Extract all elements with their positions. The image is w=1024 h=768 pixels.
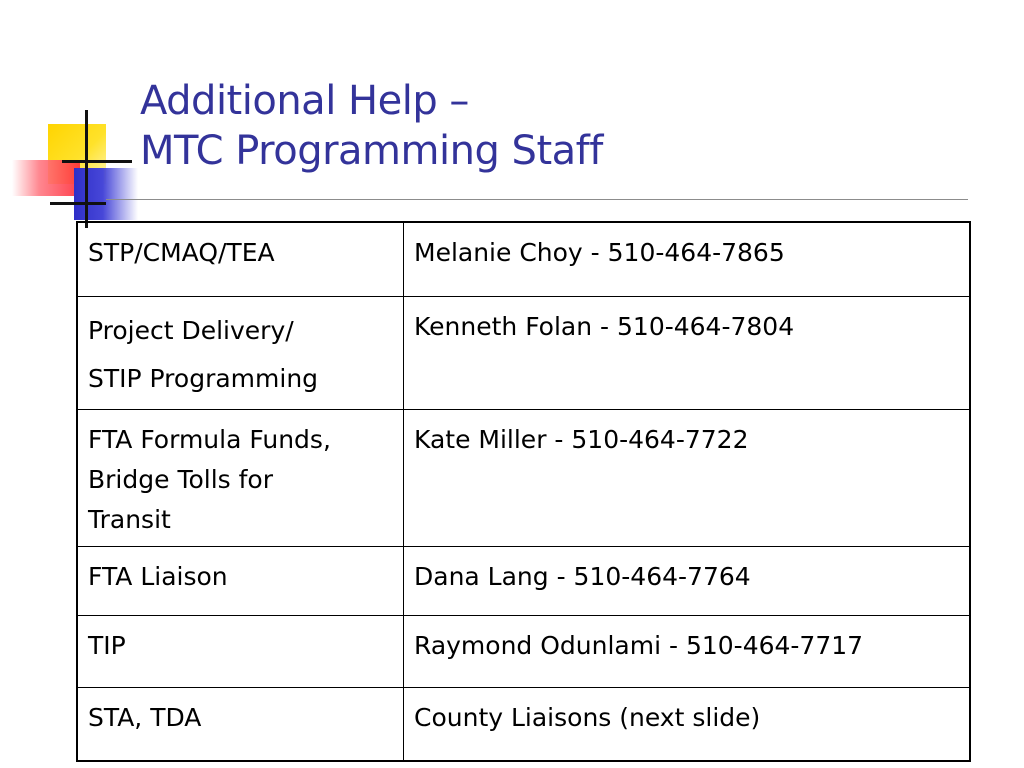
- contact-cell: Melanie Choy - 510-464-7865: [404, 222, 971, 297]
- table-row: [77, 688, 970, 762]
- staff-contact-table: [76, 221, 971, 762]
- program-text: STA, TDA: [88, 703, 202, 732]
- contact-cell: Kate Miller - 510-464-7722: [404, 410, 971, 547]
- table-row: [77, 222, 970, 297]
- program-cell: [77, 410, 404, 547]
- logo-vertical-line: [85, 110, 88, 228]
- contact-cell: Kenneth Folan - 510-464-7804: [404, 297, 971, 410]
- program-text: FTA Formula Funds,: [88, 425, 331, 454]
- page-title: [140, 76, 603, 176]
- program-text: Project Delivery/: [88, 316, 294, 345]
- program-text: Bridge Tolls for: [88, 465, 273, 494]
- program-text: STP/CMAQ/TEA: [88, 238, 275, 267]
- table-row: [77, 547, 970, 616]
- logo-red-bar: [12, 160, 80, 196]
- program-text: STIP Programming: [88, 364, 319, 393]
- logo-horizontal-line: [50, 202, 106, 205]
- program-cell: [77, 616, 404, 688]
- contact-cell: County Liaisons (next slide): [404, 688, 971, 762]
- table-row: [77, 616, 970, 688]
- contact-cell: Dana Lang - 510-464-7764: [404, 547, 971, 616]
- program-text: TIP: [88, 631, 126, 660]
- contact-cell: Raymond Odunlami - 510-464-7717: [404, 616, 971, 688]
- logo-horizontal-line: [62, 160, 132, 163]
- program-text: FTA Liaison: [88, 562, 228, 591]
- title-line: Additional Help –: [140, 78, 469, 124]
- title-line: MTC Programming Staff: [140, 128, 603, 174]
- table-row: [77, 410, 970, 547]
- program-cell: [77, 547, 404, 616]
- table-row: [77, 297, 970, 410]
- program-text: Transit: [88, 505, 171, 534]
- program-cell: [77, 297, 404, 410]
- logo-blue-square: [74, 168, 138, 220]
- program-cell: [77, 688, 404, 762]
- title-divider: [106, 199, 968, 200]
- program-cell: [77, 222, 404, 297]
